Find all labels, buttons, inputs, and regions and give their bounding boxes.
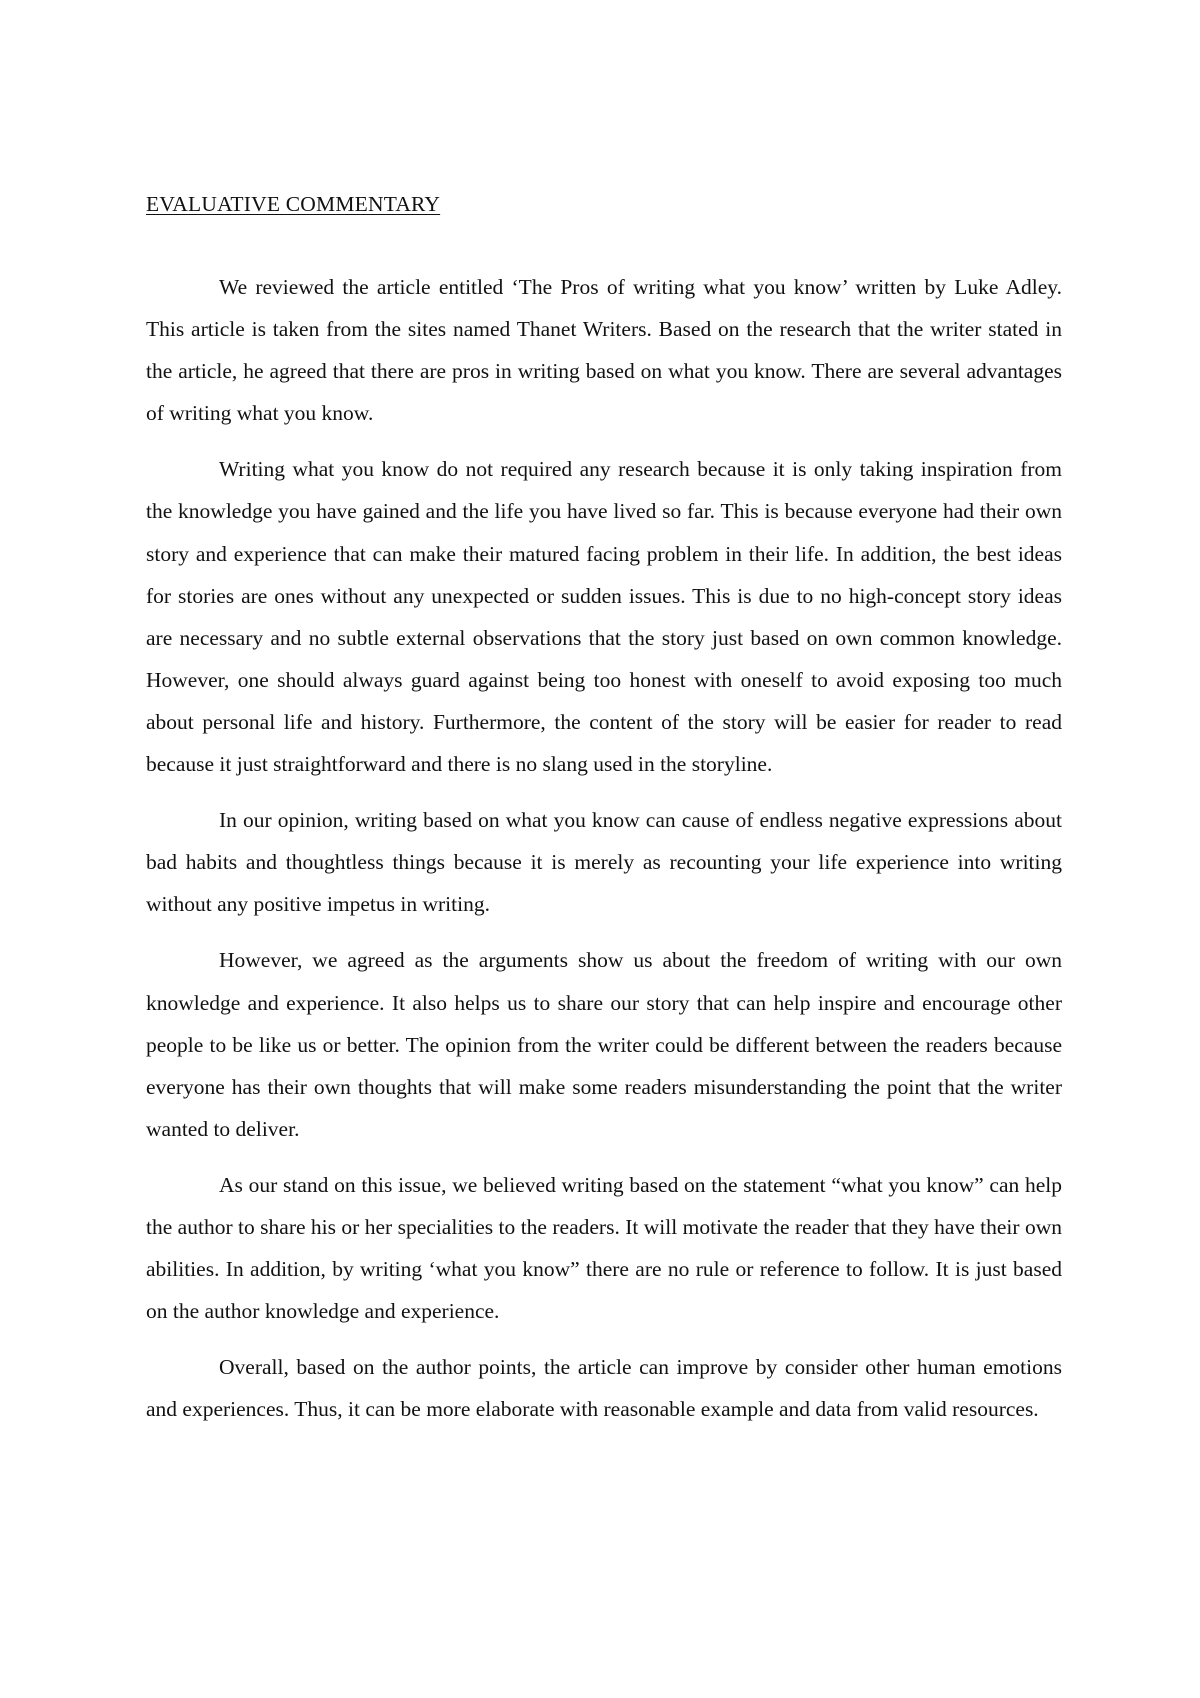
document-title: EVALUATIVE COMMENTARY [146, 192, 441, 216]
paragraph-6: Overall, based on the author points, the article can improve by consider other human emotions and experiences. Thus, it can be more elaborate with reasonable example and data from valid resources. [146, 1355, 1062, 1422]
paragraph-3: In our opinion, writing based on what you know can cause of endless negative expressions about bad habits and thoughtless things because it is merely as recounting your life experience into writing without any positive impetus in writing. [146, 808, 1062, 917]
document-body [146, 190, 1062, 1444]
paragraph-5: As our stand on this issue, we believed writing based on the statement “what you know” can help the author to share his or her specialities to the readers. It will motivate the reader that they have their own abilities. In addition, by writing ‘what you know” there are no rule or reference to follow. It is just based on the author knowledge and experience. [146, 1172, 1062, 1324]
paragraph-2: Writing what you know do not required any research because it is only taking inspiration from the knowledge you have gained and the life you have lived so far. This is because everyone had their own story and experience that can make their matured facing problem in their life. In addition, the best ideas for stories are ones without any unexpected or sudden issues. This is due to no high-concept story ideas are necessary and no subtle external observations that the story just based on own common knowledge. However, one should always guard against being too honest with oneself to avoid exposing too much about personal life and history. Furthermore, the content of the story will be easier for reader to read because it just straightforward and there is no slang used in the storyline. [146, 457, 1062, 777]
paragraph-4: However, we agreed as the arguments show us about the freedom of writing with our own knowledge and experience. It also helps us to share our story that can help inspire and encourage other people to be like us or better. The opinion from the writer could be different between the readers because everyone has their own thoughts that will make some readers misunderstanding the point that the writer wanted to deliver. [146, 948, 1062, 1141]
paragraph-1: We reviewed the article entitled ‘The Pros of writing what you know’ written by Luke Adley. This article is taken from the sites named Thanet Writers. Based on the research that the writer stated in the article, he agreed that there are pros in writing based on what you know. There are several advantages of writing what you know. [146, 275, 1062, 426]
